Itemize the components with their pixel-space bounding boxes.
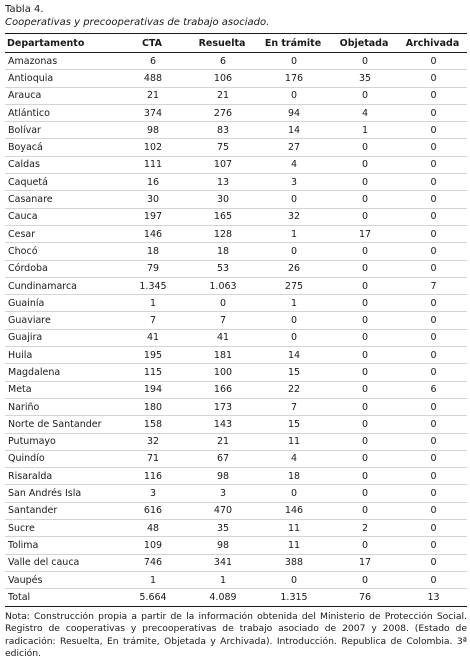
cell-cta: 41 xyxy=(146,332,160,344)
cell-departamento: Risaralda xyxy=(8,470,53,482)
cell-departamento: Antioquia xyxy=(8,72,54,84)
cell-archivada: 13 xyxy=(427,591,440,603)
header-objetada: Objetada xyxy=(339,37,389,49)
table-row xyxy=(5,520,467,537)
cell-resuelta: 128 xyxy=(213,228,233,240)
cell-cta: 194 xyxy=(143,384,163,396)
cell-objetada: 76 xyxy=(358,591,372,603)
cell-en-tramite: 14 xyxy=(287,124,301,136)
cell-departamento: Meta xyxy=(8,384,32,396)
table-row xyxy=(5,382,467,399)
cell-resuelta: 470 xyxy=(213,505,233,517)
cell-cta: 1 xyxy=(149,574,157,586)
table-row xyxy=(5,330,467,347)
cell-departamento: Arauca xyxy=(8,90,42,102)
cell-departamento: Bolívar xyxy=(8,124,41,136)
cell-cta: 16 xyxy=(146,176,160,188)
cell-en-tramite: 176 xyxy=(284,72,304,84)
cell-archivada: 0 xyxy=(430,315,437,327)
cell-cta: 98 xyxy=(146,124,160,136)
cell-en-tramite: 32 xyxy=(287,211,301,223)
table-row xyxy=(5,364,467,381)
cell-en-tramite: 11 xyxy=(287,436,301,448)
cell-en-tramite: 18 xyxy=(287,470,301,482)
cell-objetada: 0 xyxy=(361,194,369,206)
cell-archivada: 0 xyxy=(430,436,437,448)
cell-cta: 79 xyxy=(146,263,160,275)
cell-objetada: 0 xyxy=(361,488,369,500)
table-row xyxy=(5,191,467,208)
cell-cta: 616 xyxy=(143,505,163,517)
cell-objetada: 0 xyxy=(361,349,369,361)
cell-objetada: 0 xyxy=(361,574,369,586)
cell-resuelta: 41 xyxy=(216,332,230,344)
cell-cta: 195 xyxy=(143,349,163,361)
cell-objetada: 0 xyxy=(361,245,369,257)
cell-archivada: 0 xyxy=(430,401,437,413)
cell-cta: 3 xyxy=(149,488,157,500)
cell-en-tramite: 11 xyxy=(287,539,301,551)
cell-resuelta: 1 xyxy=(219,574,227,586)
cell-en-tramite: 0 xyxy=(290,332,298,344)
cell-departamento: Sucre xyxy=(8,522,35,534)
cell-en-tramite: 4 xyxy=(290,159,298,171)
table-row xyxy=(5,53,467,70)
table-body xyxy=(5,53,467,606)
cell-archivada: 0 xyxy=(430,72,437,84)
cell-archivada: 0 xyxy=(430,211,437,223)
cell-archivada: 0 xyxy=(430,539,437,551)
table-row xyxy=(5,589,467,605)
cell-objetada: 0 xyxy=(361,401,369,413)
cell-resuelta: 6 xyxy=(219,55,227,67)
cell-departamento: Cesar xyxy=(8,228,36,240)
cell-archivada: 0 xyxy=(430,263,437,275)
cell-objetada: 0 xyxy=(361,332,369,344)
cell-cta: 746 xyxy=(143,557,163,569)
cell-archivada: 0 xyxy=(430,470,437,482)
cell-archivada: 0 xyxy=(430,228,437,240)
cell-resuelta: 106 xyxy=(213,72,233,84)
cell-archivada: 0 xyxy=(430,194,437,206)
cell-archivada: 0 xyxy=(430,574,437,586)
cell-archivada: 0 xyxy=(430,245,437,257)
cell-objetada: 35 xyxy=(358,72,372,84)
cell-cta: 21 xyxy=(146,90,160,102)
cell-objetada: 0 xyxy=(361,142,369,154)
table-row xyxy=(5,468,467,485)
cell-cta: 116 xyxy=(143,470,163,482)
cell-en-tramite: 0 xyxy=(290,315,298,327)
cell-objetada: 0 xyxy=(361,176,369,188)
cell-en-tramite: 15 xyxy=(287,366,301,378)
cell-en-tramite: 27 xyxy=(287,142,301,154)
table-row xyxy=(5,139,467,156)
table-row xyxy=(5,174,467,191)
table-row xyxy=(5,503,467,520)
table-row xyxy=(5,278,467,295)
cell-objetada: 17 xyxy=(358,228,372,240)
cell-departamento: Amazonas xyxy=(8,55,58,67)
cell-resuelta: 30 xyxy=(216,194,230,206)
cell-en-tramite: 275 xyxy=(284,280,304,292)
cell-cta: 180 xyxy=(143,401,163,413)
table-row xyxy=(5,399,467,416)
cell-en-tramite: 22 xyxy=(287,384,301,396)
cell-resuelta: 276 xyxy=(213,107,233,119)
cell-objetada: 0 xyxy=(361,384,369,396)
cell-cta: 1 xyxy=(149,297,157,309)
cell-objetada: 0 xyxy=(361,159,369,171)
data-table xyxy=(5,33,467,607)
cell-archivada: 0 xyxy=(430,297,437,309)
cell-en-tramite: 0 xyxy=(290,574,298,586)
cell-resuelta: 0 xyxy=(219,297,227,309)
cell-resuelta: 341 xyxy=(213,557,233,569)
cell-en-tramite: 15 xyxy=(287,418,301,430)
cell-archivada: 0 xyxy=(430,159,437,171)
cell-en-tramite: 1.315 xyxy=(280,591,308,603)
table-row xyxy=(5,209,467,226)
cell-departamento: Nariño xyxy=(8,401,40,413)
cell-resuelta: 83 xyxy=(216,124,230,136)
cell-objetada: 0 xyxy=(361,418,369,430)
cell-departamento: Chocó xyxy=(8,245,38,257)
cell-en-tramite: 0 xyxy=(290,245,298,257)
header-departamento: Departamento xyxy=(7,37,85,49)
cell-objetada: 17 xyxy=(358,557,372,569)
cell-objetada: 0 xyxy=(361,470,369,482)
cell-archivada: 0 xyxy=(430,107,437,119)
cell-resuelta: 107 xyxy=(213,159,233,171)
cell-resuelta: 13 xyxy=(216,176,230,188)
cell-departamento: Cundinamarca xyxy=(8,280,78,292)
cell-en-tramite: 7 xyxy=(290,401,298,413)
cell-archivada: 0 xyxy=(430,418,437,430)
cell-resuelta: 21 xyxy=(216,436,230,448)
cell-cta: 158 xyxy=(143,418,163,430)
table-row xyxy=(5,88,467,105)
cell-departamento: Total xyxy=(8,591,31,603)
cell-resuelta: 181 xyxy=(213,349,233,361)
cell-resuelta: 165 xyxy=(213,211,233,223)
cell-en-tramite: 94 xyxy=(287,107,301,119)
cell-resuelta: 166 xyxy=(213,384,233,396)
table-row xyxy=(5,347,467,364)
cell-cta: 18 xyxy=(146,245,160,257)
cell-en-tramite: 0 xyxy=(290,55,298,67)
table-row xyxy=(5,416,467,433)
cell-departamento: Valle del cauca xyxy=(8,557,80,569)
cell-archivada: 0 xyxy=(430,124,437,136)
cell-cta: 1.345 xyxy=(139,280,167,292)
cell-cta: 111 xyxy=(143,159,163,171)
cell-archivada: 0 xyxy=(430,557,437,569)
cell-resuelta: 75 xyxy=(216,142,230,154)
cell-objetada: 2 xyxy=(361,522,369,534)
header-cta: CTA xyxy=(141,37,163,49)
table-row xyxy=(5,485,467,502)
cell-en-tramite: 388 xyxy=(284,557,304,569)
table-row xyxy=(5,243,467,260)
cell-departamento: Quindío xyxy=(8,453,45,465)
cell-archivada: 0 xyxy=(430,176,437,188)
cell-objetada: 0 xyxy=(361,436,369,448)
table-row xyxy=(5,537,467,554)
cell-resuelta: 21 xyxy=(216,90,230,102)
cell-resuelta: 173 xyxy=(213,401,233,413)
cell-archivada: 0 xyxy=(430,90,437,102)
cell-cta: 197 xyxy=(143,211,163,223)
cell-objetada: 0 xyxy=(361,90,369,102)
cell-archivada: 0 xyxy=(430,488,437,500)
cell-archivada: 0 xyxy=(430,142,437,154)
cell-objetada: 0 xyxy=(361,366,369,378)
cell-archivada: 0 xyxy=(430,349,437,361)
table-row xyxy=(5,157,467,174)
cell-departamento: Boyacá xyxy=(8,142,43,154)
cell-cta: 71 xyxy=(146,453,160,465)
cell-cta: 32 xyxy=(146,436,160,448)
cell-cta: 6 xyxy=(149,55,157,67)
cell-objetada: 0 xyxy=(361,505,369,517)
table-row xyxy=(5,122,467,139)
table-row xyxy=(5,105,467,122)
cell-resuelta: 98 xyxy=(216,539,230,551)
cell-objetada: 0 xyxy=(361,280,369,292)
table-header-row xyxy=(5,34,467,53)
cell-en-tramite: 0 xyxy=(290,488,298,500)
table-row xyxy=(5,261,467,278)
cell-archivada: 0 xyxy=(430,366,437,378)
cell-en-tramite: 3 xyxy=(290,176,298,188)
cell-departamento: Cauca xyxy=(8,211,38,223)
cell-archivada: 0 xyxy=(430,522,437,534)
cell-cta: 109 xyxy=(143,539,163,551)
cell-departamento: Magdalena xyxy=(8,366,61,378)
cell-objetada: 0 xyxy=(361,315,369,327)
cell-objetada: 1 xyxy=(361,124,369,136)
table-row xyxy=(5,226,467,243)
cell-objetada: 0 xyxy=(361,539,369,551)
cell-archivada: 0 xyxy=(430,453,437,465)
header-en-tramite: En trámite xyxy=(264,37,322,49)
cell-departamento: Norte de Santander xyxy=(8,418,102,430)
cell-resuelta: 4.089 xyxy=(209,591,237,603)
cell-cta: 115 xyxy=(143,366,163,378)
table-row xyxy=(5,312,467,329)
table-number: Tabla 4. xyxy=(5,4,44,15)
cell-en-tramite: 14 xyxy=(287,349,301,361)
cell-objetada: 0 xyxy=(361,211,369,223)
cell-archivada: 0 xyxy=(430,505,437,517)
cell-resuelta: 98 xyxy=(216,470,230,482)
cell-resuelta: 143 xyxy=(213,418,233,430)
cell-departamento: Guajira xyxy=(8,332,43,344)
table-row xyxy=(5,434,467,451)
table-row xyxy=(5,295,467,312)
cell-departamento: San Andrés Isla xyxy=(8,488,82,500)
cell-departamento: Caquetá xyxy=(8,176,48,188)
cell-resuelta: 3 xyxy=(219,488,227,500)
cell-resuelta: 67 xyxy=(216,453,230,465)
cell-cta: 374 xyxy=(143,107,163,119)
cell-departamento: Guaviare xyxy=(8,315,51,327)
cell-departamento: Atlántico xyxy=(8,107,50,119)
cell-resuelta: 18 xyxy=(216,245,230,257)
document xyxy=(5,3,467,661)
cell-departamento: Putumayo xyxy=(8,436,56,448)
cell-en-tramite: 0 xyxy=(290,194,298,206)
cell-departamento: Caldas xyxy=(8,159,40,171)
cell-cta: 48 xyxy=(146,522,160,534)
cell-resuelta: 35 xyxy=(216,522,230,534)
cell-archivada: 6 xyxy=(430,384,437,396)
cell-objetada: 0 xyxy=(361,297,369,309)
cell-departamento: Vaupés xyxy=(8,574,43,586)
header-resuelta: Resuelta xyxy=(198,37,246,49)
cell-departamento: Santander xyxy=(8,505,58,517)
table-note: Nota: Construcción propia a partir de la información obtenida del Ministerio de Protección Social. Registro de cooperativas y precooperativas de trabajo asociado de 2007 y 2008. (Estado de radicación: Resuelta, En trámite, Objetada y Archivada). Introducción. Republica de Colombia. 3ª edición. xyxy=(5,610,467,659)
cell-en-tramite: 4 xyxy=(290,453,298,465)
cell-archivada: 0 xyxy=(430,55,437,67)
cell-cta: 488 xyxy=(143,72,163,84)
cell-departamento: Córdoba xyxy=(8,263,48,275)
cell-en-tramite: 1 xyxy=(290,228,298,240)
cell-cta: 30 xyxy=(146,194,160,206)
cell-en-tramite: 146 xyxy=(284,505,304,517)
cell-cta: 7 xyxy=(149,315,157,327)
cell-resuelta: 100 xyxy=(213,366,233,378)
cell-objetada: 4 xyxy=(361,107,369,119)
cell-en-tramite: 1 xyxy=(290,297,298,309)
cell-en-tramite: 26 xyxy=(287,263,301,275)
cell-departamento: Huila xyxy=(8,349,33,361)
cell-resuelta: 53 xyxy=(216,263,230,275)
cell-resuelta: 1.063 xyxy=(209,280,237,292)
table-row xyxy=(5,555,467,572)
cell-departamento: Guainía xyxy=(8,297,45,309)
table-title: Cooperativas y precooperativas de trabajo asociado. xyxy=(5,17,270,28)
cell-archivada: 7 xyxy=(430,280,437,292)
table-row xyxy=(5,572,467,589)
cell-cta: 102 xyxy=(143,142,163,154)
cell-archivada: 0 xyxy=(430,332,437,344)
cell-cta: 146 xyxy=(143,228,163,240)
table-row xyxy=(5,451,467,468)
cell-objetada: 0 xyxy=(361,263,369,275)
cell-en-tramite: 11 xyxy=(287,522,301,534)
table-row xyxy=(5,70,467,87)
cell-departamento: Casanare xyxy=(8,194,53,206)
cell-cta: 5.664 xyxy=(139,591,167,603)
cell-en-tramite: 0 xyxy=(290,90,298,102)
cell-resuelta: 7 xyxy=(219,315,227,327)
cell-objetada: 0 xyxy=(361,55,369,67)
cell-departamento: Tolima xyxy=(8,539,39,551)
header-archivada: Archivada xyxy=(405,37,460,49)
cell-objetada: 0 xyxy=(361,453,369,465)
